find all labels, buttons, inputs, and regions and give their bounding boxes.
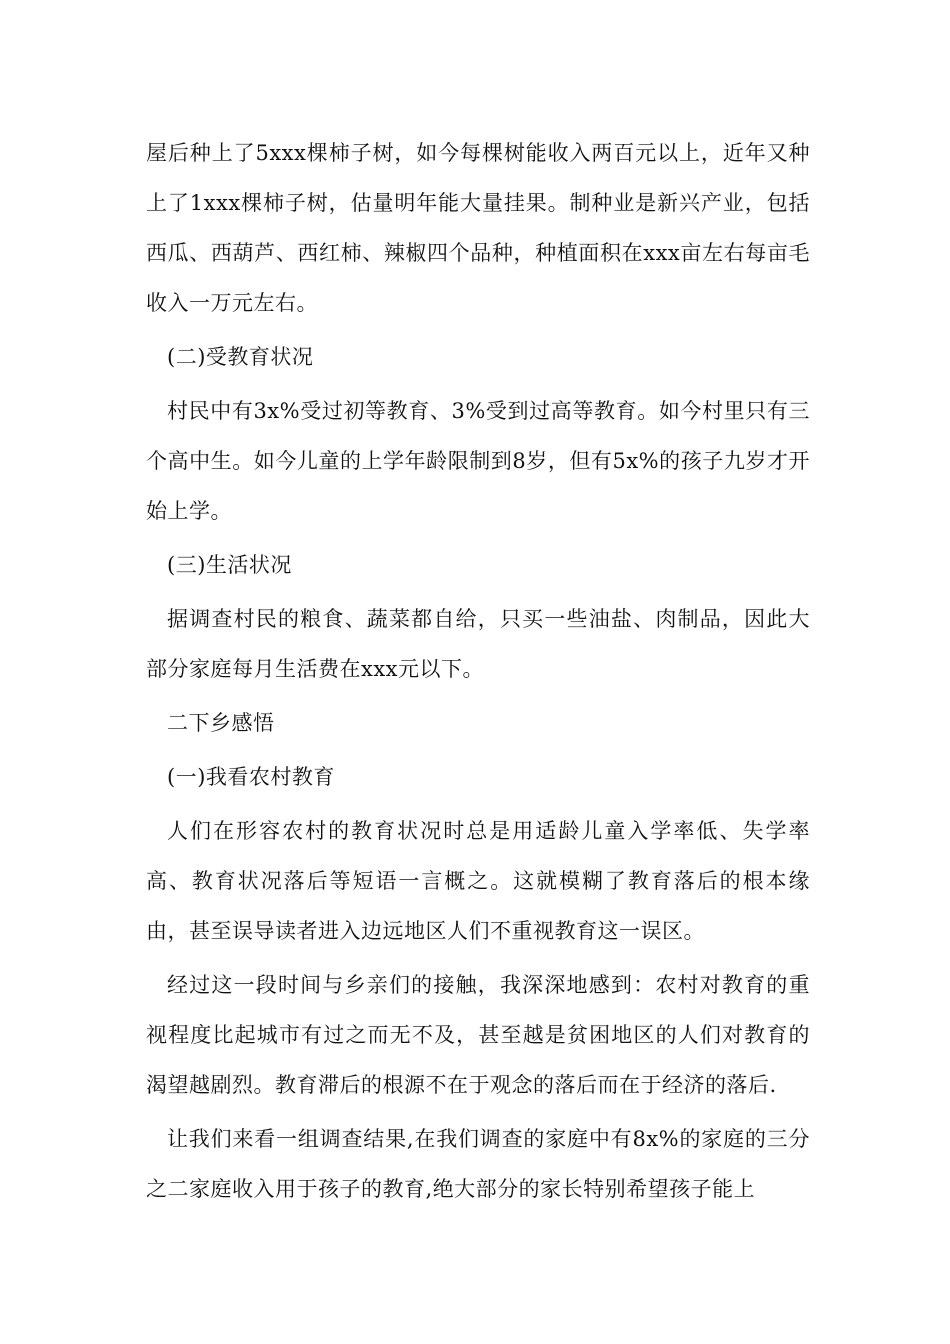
paragraph-living: 据调查村民的粮食、蔬菜都自给，只买一些油盐、肉制品，因此大部分家庭每月生活费在xxx元以下。 [146,607,810,681]
section-heading-reflections: 二下乡感悟 [167,711,275,735]
paragraph-rural-education: 人们在形容农村的教育状况时总是用适龄儿童入学率低、失学率高、教育状况落后等短语一言概之。这就模糊了教育落后的根本缘由，甚至误导读者进入边远地区人们不重视教育这一误区。 [146,819,810,943]
section-heading-education: (二)受教育状况 [167,345,314,369]
paragraph-continuation: 屋后种上了5xxx棵柿子树，如今每棵树能收入两百元以上，近年又种上了1xxx棵柿子树，估量明年能大量挂果。制种业是新兴产业，包括西瓜、西葫芦、西红柿、辣椒四个品种，种植面积在xxx亩左右每亩毛收入一万元左右。 [146,141,810,315]
paragraph-survey: 让我们来看一组调查结果,在我们调查的家庭中有8x%的家庭的三分之二家庭收入用于孩子的教育,绝大部分的家长特别希望孩子能上 [146,1127,810,1201]
subsection-heading-rural-education: (一)我看农村教育 [167,765,335,789]
paragraph-contact: 经过这一段时间与乡亲们的接触，我深深地感到：农村对教育的重视程度比起城市有过之而无不及，甚至越是贫困地区的人们对教育的渴望越剧烈。教育滞后的根源不在于观念的落后而在于经济的落后. [146,973,810,1097]
section-heading-living: (三)生活状况 [167,553,292,577]
paragraph-education: 村民中有3x%受过初等教育、3%受到过高等教育。如今村里只有三个高中生。如今儿童的上学年龄限制到8岁，但有5x%的孩子九岁才开始上学。 [146,399,810,523]
document-body [146,128,810,1218]
